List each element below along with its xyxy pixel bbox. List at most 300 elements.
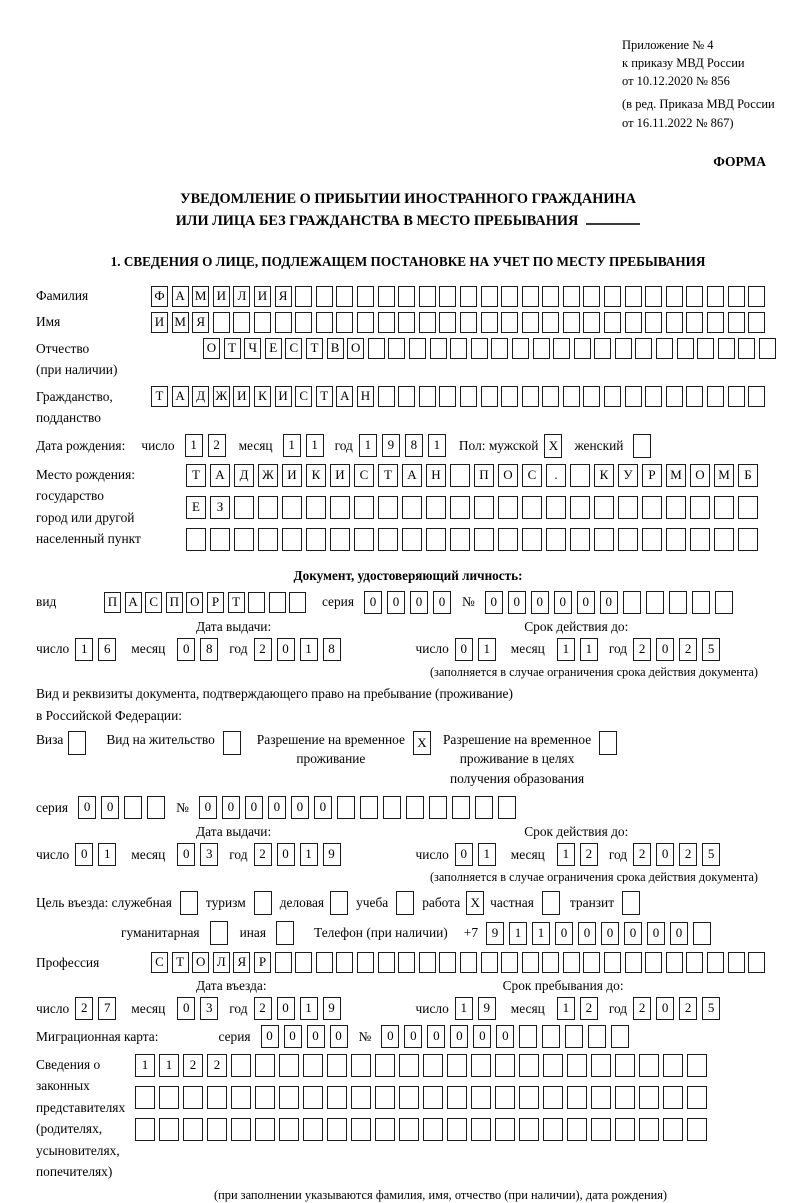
- char-box[interactable]: 0: [364, 591, 382, 614]
- char-box[interactable]: 1: [135, 1054, 155, 1077]
- id-issue-month-input[interactable]: [177, 638, 223, 661]
- char-box[interactable]: [542, 952, 559, 973]
- char-box[interactable]: [430, 338, 447, 359]
- char-box[interactable]: [611, 1025, 629, 1048]
- char-box[interactable]: [316, 312, 333, 333]
- char-box[interactable]: [553, 338, 570, 359]
- char-box[interactable]: [447, 1054, 467, 1077]
- char-box[interactable]: [409, 338, 426, 359]
- char-box[interactable]: [522, 386, 539, 407]
- char-box[interactable]: [354, 528, 374, 551]
- char-box[interactable]: [378, 496, 398, 519]
- char-box[interactable]: [615, 1054, 635, 1077]
- char-box[interactable]: 0: [307, 1025, 325, 1048]
- char-box[interactable]: И: [254, 286, 271, 307]
- char-box[interactable]: [707, 286, 724, 307]
- char-box[interactable]: [474, 528, 494, 551]
- char-box[interactable]: 2: [75, 997, 93, 1020]
- char-box[interactable]: [402, 528, 422, 551]
- char-box[interactable]: [471, 1054, 491, 1077]
- char-box[interactable]: [615, 1086, 635, 1109]
- legal-line2-input[interactable]: [135, 1086, 711, 1109]
- purpose-tourism-checkbox[interactable]: [254, 891, 272, 915]
- char-box[interactable]: 0: [656, 997, 674, 1020]
- char-box[interactable]: [327, 1086, 347, 1109]
- char-box[interactable]: [522, 286, 539, 307]
- char-box[interactable]: [635, 338, 652, 359]
- char-box[interactable]: [360, 796, 378, 819]
- char-box[interactable]: С: [522, 464, 542, 487]
- char-box[interactable]: [471, 1118, 491, 1141]
- char-box[interactable]: [663, 1086, 683, 1109]
- char-box[interactable]: [279, 1118, 299, 1141]
- stay-month-input[interactable]: [557, 997, 603, 1020]
- char-box[interactable]: [135, 1118, 155, 1141]
- char-box[interactable]: 0: [177, 843, 195, 866]
- char-box[interactable]: [255, 1054, 275, 1077]
- char-box[interactable]: [498, 496, 518, 519]
- char-box[interactable]: [419, 386, 436, 407]
- char-box[interactable]: [501, 952, 518, 973]
- entry-day-input[interactable]: [75, 997, 121, 1020]
- char-box[interactable]: 2: [580, 997, 598, 1020]
- char-box[interactable]: М: [192, 286, 209, 307]
- char-box[interactable]: 8: [200, 638, 218, 661]
- char-box[interactable]: [687, 1086, 707, 1109]
- char-box[interactable]: [383, 796, 401, 819]
- char-box[interactable]: 1: [75, 638, 93, 661]
- char-box[interactable]: [501, 312, 518, 333]
- char-box[interactable]: [728, 286, 745, 307]
- char-box[interactable]: 0: [670, 922, 688, 945]
- char-box[interactable]: Р: [642, 464, 662, 487]
- char-box[interactable]: 1: [300, 638, 318, 661]
- char-box[interactable]: [481, 286, 498, 307]
- char-box[interactable]: И: [233, 386, 250, 407]
- char-box[interactable]: [542, 286, 559, 307]
- char-box[interactable]: [231, 1118, 251, 1141]
- char-box[interactable]: [615, 338, 632, 359]
- char-box[interactable]: [439, 952, 456, 973]
- char-box[interactable]: Я: [275, 286, 292, 307]
- citizenship-input[interactable]: [151, 386, 769, 407]
- char-box[interactable]: [234, 528, 254, 551]
- char-box[interactable]: К: [306, 464, 326, 487]
- char-box[interactable]: 9: [323, 997, 341, 1020]
- char-box[interactable]: Н: [426, 464, 446, 487]
- char-box[interactable]: 0: [101, 796, 119, 819]
- char-box[interactable]: [471, 338, 488, 359]
- char-box[interactable]: 0: [75, 843, 93, 866]
- char-box[interactable]: М: [714, 464, 734, 487]
- char-box[interactable]: [728, 312, 745, 333]
- char-box[interactable]: 0: [199, 796, 217, 819]
- char-box[interactable]: [357, 952, 374, 973]
- char-box[interactable]: Ф: [151, 286, 168, 307]
- char-box[interactable]: Т: [316, 386, 333, 407]
- char-box[interactable]: [542, 312, 559, 333]
- char-box[interactable]: [498, 796, 516, 819]
- purpose-humanitarian-checkbox[interactable]: [210, 921, 228, 945]
- char-box[interactable]: [248, 592, 265, 613]
- char-box[interactable]: 0: [531, 591, 549, 614]
- char-box[interactable]: 0: [177, 997, 195, 1020]
- char-box[interactable]: [639, 1054, 659, 1077]
- char-box[interactable]: 0: [496, 1025, 514, 1048]
- char-box[interactable]: [279, 1054, 299, 1077]
- char-box[interactable]: Е: [186, 496, 206, 519]
- char-box[interactable]: [289, 592, 306, 613]
- name-input[interactable]: [151, 312, 769, 333]
- char-box[interactable]: [255, 1086, 275, 1109]
- char-box[interactable]: [604, 286, 621, 307]
- char-box[interactable]: [398, 386, 415, 407]
- char-box[interactable]: 0: [410, 591, 428, 614]
- char-box[interactable]: [475, 796, 493, 819]
- char-box[interactable]: [567, 1054, 587, 1077]
- char-box[interactable]: [351, 1054, 371, 1077]
- char-box[interactable]: [295, 952, 312, 973]
- char-box[interactable]: [625, 386, 642, 407]
- char-box[interactable]: [546, 496, 566, 519]
- char-box[interactable]: [207, 1118, 227, 1141]
- char-box[interactable]: 0: [647, 922, 665, 945]
- char-box[interactable]: 0: [291, 796, 309, 819]
- char-box[interactable]: 0: [578, 922, 596, 945]
- char-box[interactable]: [159, 1086, 179, 1109]
- char-box[interactable]: [254, 312, 271, 333]
- char-box[interactable]: [567, 1118, 587, 1141]
- char-box[interactable]: 2: [254, 997, 272, 1020]
- char-box[interactable]: [495, 1118, 515, 1141]
- char-box[interactable]: 0: [277, 638, 295, 661]
- char-box[interactable]: [282, 496, 302, 519]
- char-box[interactable]: 0: [268, 796, 286, 819]
- char-box[interactable]: [439, 386, 456, 407]
- char-box[interactable]: [378, 386, 395, 407]
- char-box[interactable]: [646, 591, 664, 614]
- char-box[interactable]: [426, 528, 446, 551]
- char-box[interactable]: [452, 796, 470, 819]
- char-box[interactable]: 1: [359, 434, 377, 457]
- char-box[interactable]: 3: [200, 997, 218, 1020]
- char-box[interactable]: 2: [633, 638, 651, 661]
- char-box[interactable]: [330, 528, 350, 551]
- char-box[interactable]: 0: [427, 1025, 445, 1048]
- char-box[interactable]: [254, 891, 272, 915]
- char-box[interactable]: [183, 1086, 203, 1109]
- temp-residence-edu-checkbox[interactable]: [599, 731, 617, 755]
- char-box[interactable]: [423, 1118, 443, 1141]
- char-box[interactable]: 1: [300, 997, 318, 1020]
- birth-day-input[interactable]: [185, 434, 231, 457]
- char-box[interactable]: [231, 1086, 251, 1109]
- char-box[interactable]: [542, 386, 559, 407]
- purpose-business-checkbox[interactable]: [330, 891, 348, 915]
- char-box[interactable]: [135, 1086, 155, 1109]
- char-box[interactable]: [419, 952, 436, 973]
- char-box[interactable]: А: [402, 464, 422, 487]
- char-box[interactable]: [666, 528, 686, 551]
- char-box[interactable]: [210, 528, 230, 551]
- char-box[interactable]: [223, 731, 241, 755]
- char-box[interactable]: [439, 286, 456, 307]
- char-box[interactable]: [570, 496, 590, 519]
- sex-female-checkbox[interactable]: [633, 434, 651, 458]
- char-box[interactable]: [474, 496, 494, 519]
- char-box[interactable]: [519, 1054, 539, 1077]
- char-box[interactable]: [748, 386, 765, 407]
- char-box[interactable]: [697, 338, 714, 359]
- char-box[interactable]: С: [285, 338, 302, 359]
- temp-residence-checkbox[interactable]: [413, 731, 431, 755]
- char-box[interactable]: [450, 464, 470, 487]
- char-box[interactable]: П: [474, 464, 494, 487]
- char-box[interactable]: 0: [314, 796, 332, 819]
- char-box[interactable]: [591, 1118, 611, 1141]
- char-box[interactable]: X: [544, 434, 562, 458]
- char-box[interactable]: [718, 338, 735, 359]
- char-box[interactable]: [481, 386, 498, 407]
- char-box[interactable]: О: [498, 464, 518, 487]
- char-box[interactable]: О: [186, 592, 203, 613]
- char-box[interactable]: [186, 528, 206, 551]
- char-box[interactable]: [275, 312, 292, 333]
- char-box[interactable]: [645, 952, 662, 973]
- char-box[interactable]: [663, 1054, 683, 1077]
- char-box[interactable]: [738, 338, 755, 359]
- id-valid-month-input[interactable]: [557, 638, 603, 661]
- char-box[interactable]: [495, 1086, 515, 1109]
- char-box[interactable]: [471, 1086, 491, 1109]
- char-box[interactable]: [233, 312, 250, 333]
- char-box[interactable]: [450, 338, 467, 359]
- char-box[interactable]: [604, 386, 621, 407]
- char-box[interactable]: Я: [233, 952, 250, 973]
- char-box[interactable]: [563, 952, 580, 973]
- char-box[interactable]: [501, 386, 518, 407]
- char-box[interactable]: [398, 952, 415, 973]
- char-box[interactable]: [378, 312, 395, 333]
- char-box[interactable]: 1: [557, 997, 575, 1020]
- char-box[interactable]: [748, 952, 765, 973]
- char-box[interactable]: [68, 731, 86, 755]
- char-box[interactable]: З: [210, 496, 230, 519]
- char-box[interactable]: [481, 952, 498, 973]
- char-box[interactable]: 1: [98, 843, 116, 866]
- char-box[interactable]: 0: [330, 1025, 348, 1048]
- legal-line3-input[interactable]: [135, 1118, 711, 1141]
- char-box[interactable]: [618, 496, 638, 519]
- char-box[interactable]: 0: [601, 922, 619, 945]
- char-box[interactable]: С: [145, 592, 162, 613]
- char-box[interactable]: [546, 528, 566, 551]
- birthplace-line2-input[interactable]: [186, 496, 762, 519]
- char-box[interactable]: [375, 1054, 395, 1077]
- char-box[interactable]: [687, 1054, 707, 1077]
- char-box[interactable]: [316, 286, 333, 307]
- char-box[interactable]: 2: [633, 843, 651, 866]
- char-box[interactable]: [357, 286, 374, 307]
- legal-line1-input[interactable]: [135, 1054, 711, 1077]
- char-box[interactable]: [715, 591, 733, 614]
- patronymic-input[interactable]: [203, 338, 780, 359]
- char-box[interactable]: К: [594, 464, 614, 487]
- char-box[interactable]: Т: [224, 338, 241, 359]
- id-issue-day-input[interactable]: [75, 638, 121, 661]
- char-box[interactable]: [583, 286, 600, 307]
- char-box[interactable]: 0: [656, 638, 674, 661]
- char-box[interactable]: [625, 952, 642, 973]
- char-box[interactable]: [207, 1086, 227, 1109]
- char-box[interactable]: X: [466, 891, 484, 915]
- char-box[interactable]: А: [336, 386, 353, 407]
- char-box[interactable]: 1: [509, 922, 527, 945]
- char-box[interactable]: 0: [473, 1025, 491, 1048]
- char-box[interactable]: 3: [200, 843, 218, 866]
- char-box[interactable]: 1: [306, 434, 324, 457]
- purpose-private-checkbox[interactable]: [542, 891, 560, 915]
- char-box[interactable]: 1: [557, 638, 575, 661]
- purpose-work-checkbox[interactable]: [466, 891, 484, 915]
- char-box[interactable]: 9: [323, 843, 341, 866]
- char-box[interactable]: [588, 1025, 606, 1048]
- char-box[interactable]: [398, 286, 415, 307]
- char-box[interactable]: [583, 952, 600, 973]
- char-box[interactable]: [522, 312, 539, 333]
- char-box[interactable]: [336, 312, 353, 333]
- char-box[interactable]: О: [690, 464, 710, 487]
- char-box[interactable]: 0: [245, 796, 263, 819]
- char-box[interactable]: [574, 338, 591, 359]
- char-box[interactable]: [690, 528, 710, 551]
- char-box[interactable]: [690, 496, 710, 519]
- res-series-input[interactable]: [78, 796, 170, 819]
- char-box[interactable]: [258, 528, 278, 551]
- char-box[interactable]: 0: [222, 796, 240, 819]
- char-box[interactable]: [336, 286, 353, 307]
- visa-checkbox[interactable]: [68, 731, 86, 755]
- char-box[interactable]: [570, 464, 590, 487]
- char-box[interactable]: 1: [532, 922, 550, 945]
- char-box[interactable]: [330, 891, 348, 915]
- char-box[interactable]: А: [172, 286, 189, 307]
- mc-series-input[interactable]: [261, 1025, 353, 1048]
- char-box[interactable]: [623, 591, 641, 614]
- char-box[interactable]: [512, 338, 529, 359]
- char-box[interactable]: [399, 1118, 419, 1141]
- char-box[interactable]: [583, 312, 600, 333]
- sex-male-checkbox[interactable]: [544, 434, 562, 458]
- char-box[interactable]: [426, 496, 446, 519]
- char-box[interactable]: И: [275, 386, 292, 407]
- char-box[interactable]: [398, 312, 415, 333]
- char-box[interactable]: [282, 528, 302, 551]
- stay-year-input[interactable]: [633, 997, 725, 1020]
- char-box[interactable]: [419, 286, 436, 307]
- char-box[interactable]: 1: [428, 434, 446, 457]
- char-box[interactable]: О: [203, 338, 220, 359]
- char-box[interactable]: А: [210, 464, 230, 487]
- char-box[interactable]: [645, 286, 662, 307]
- char-box[interactable]: [748, 312, 765, 333]
- char-box[interactable]: 0: [485, 591, 503, 614]
- char-box[interactable]: Т: [228, 592, 245, 613]
- char-box[interactable]: [378, 952, 395, 973]
- char-box[interactable]: [645, 386, 662, 407]
- char-box[interactable]: X: [413, 731, 431, 755]
- char-box[interactable]: [686, 312, 703, 333]
- char-box[interactable]: 2: [208, 434, 226, 457]
- char-box[interactable]: [594, 528, 614, 551]
- id-series-input[interactable]: [364, 591, 456, 614]
- char-box[interactable]: [303, 1118, 323, 1141]
- char-box[interactable]: [591, 1054, 611, 1077]
- char-box[interactable]: 0: [508, 591, 526, 614]
- char-box[interactable]: [183, 1118, 203, 1141]
- stay-day-input[interactable]: [455, 997, 501, 1020]
- char-box[interactable]: [542, 1025, 560, 1048]
- char-box[interactable]: [495, 1054, 515, 1077]
- char-box[interactable]: [255, 1118, 275, 1141]
- residence-permit-checkbox[interactable]: [223, 731, 241, 755]
- char-box[interactable]: [563, 386, 580, 407]
- char-box[interactable]: [738, 496, 758, 519]
- char-box[interactable]: 0: [277, 997, 295, 1020]
- char-box[interactable]: [519, 1118, 539, 1141]
- char-box[interactable]: 0: [177, 638, 195, 661]
- char-box[interactable]: 0: [624, 922, 642, 945]
- char-box[interactable]: [543, 1118, 563, 1141]
- id-issue-year-input[interactable]: [254, 638, 346, 661]
- char-box[interactable]: [357, 312, 374, 333]
- char-box[interactable]: 1: [455, 997, 473, 1020]
- char-box[interactable]: П: [166, 592, 183, 613]
- char-box[interactable]: И: [330, 464, 350, 487]
- char-box[interactable]: 0: [577, 591, 595, 614]
- char-box[interactable]: 0: [381, 1025, 399, 1048]
- char-box[interactable]: [275, 952, 292, 973]
- char-box[interactable]: [234, 496, 254, 519]
- char-box[interactable]: [351, 1086, 371, 1109]
- char-box[interactable]: [594, 496, 614, 519]
- char-box[interactable]: [599, 731, 617, 755]
- char-box[interactable]: 0: [455, 843, 473, 866]
- char-box[interactable]: 0: [600, 591, 618, 614]
- birthplace-line3-input[interactable]: [186, 528, 762, 551]
- char-box[interactable]: Т: [186, 464, 206, 487]
- char-box[interactable]: [419, 312, 436, 333]
- char-box[interactable]: [522, 952, 539, 973]
- char-box[interactable]: 1: [478, 843, 496, 866]
- char-box[interactable]: [522, 496, 542, 519]
- char-box[interactable]: [604, 952, 621, 973]
- char-box[interactable]: 1: [283, 434, 301, 457]
- char-box[interactable]: 0: [404, 1025, 422, 1048]
- char-box[interactable]: 2: [679, 843, 697, 866]
- char-box[interactable]: [707, 312, 724, 333]
- char-box[interactable]: [633, 434, 651, 458]
- char-box[interactable]: [399, 1086, 419, 1109]
- char-box[interactable]: [375, 1086, 395, 1109]
- char-box[interactable]: Л: [213, 952, 230, 973]
- char-box[interactable]: [498, 528, 518, 551]
- char-box[interactable]: 8: [323, 638, 341, 661]
- char-box[interactable]: [618, 528, 638, 551]
- char-box[interactable]: 1: [580, 638, 598, 661]
- id-kind-input[interactable]: [104, 592, 310, 613]
- res-issue-year-input[interactable]: [254, 843, 346, 866]
